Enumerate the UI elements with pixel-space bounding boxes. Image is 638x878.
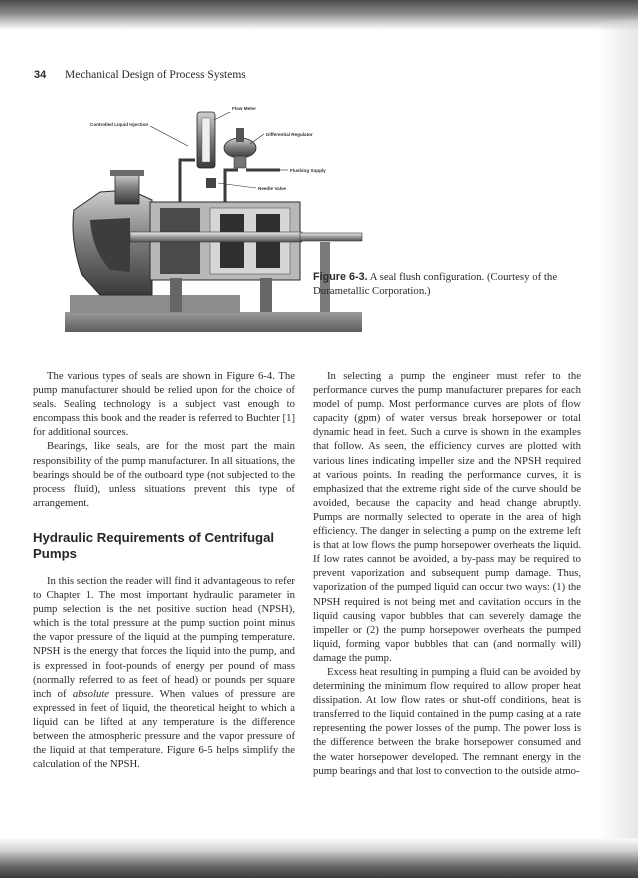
callout-differential-regulator: Differential Regulator <box>266 132 313 137</box>
paragraph-npsh <box>33 574 295 771</box>
section-heading: Hydraulic Requirements of Centrifugal Pumps <box>33 529 275 561</box>
needle-valve <box>206 178 216 188</box>
page-number: 34 <box>34 69 47 81</box>
pump-seal-flush-drawing <box>60 90 370 335</box>
callout-flushing-supply: Flushing Supply <box>290 168 326 173</box>
figure-caption <box>313 270 581 298</box>
pump-shaft <box>130 232 302 242</box>
callout-flow-meter: Flow Meter <box>232 106 256 111</box>
right-text-column <box>313 369 581 778</box>
figure-caption-text: A seal flush configuration. (Courtesy of the Durametallic Corporation.) <box>313 271 558 297</box>
scan-shadow-right <box>598 20 638 860</box>
suction-nozzle <box>115 174 139 204</box>
scan-shadow-top <box>0 0 638 30</box>
figure-caption-label: Figure 6-3. <box>313 271 368 283</box>
left-text-column <box>33 369 295 771</box>
callout-needle-valve: Needle Valve <box>258 186 287 191</box>
callout-controlled-liquid-injection: Controlled Liquid Injection <box>90 122 149 127</box>
flush-line <box>180 160 195 202</box>
emphasis-absolute: absolute <box>72 687 110 700</box>
figure-6-3-illustration <box>60 90 370 335</box>
running-title: Mechanical Design of Process Systems <box>65 69 246 81</box>
scan-shadow-bottom <box>0 838 638 878</box>
paragraph-npsh-part-1: In this section the reader will find it advantageous to refer to Chapter 1. The most important hydraulic parameter in pump selection is the net positive suction head (NPSH), which is the total pressure at the pump suction point minus the vapor pressure of the liquid at the pumping temperature. NPSH is the energy that forces the liquid into the pump, and is expressed in foot-pounds of energy per pound of mass (normally referred to as feet of head) or pounds per square inch of <box>33 574 295 700</box>
paragraph-seals: The various types of seals are shown in Figure 6-4. The pump manufacturer should be relied upon for the choice of seals. Sealing technology is a subject vast enough to encompass this book and the reader is referred to Buchter [1] for additional sources. <box>33 370 295 439</box>
base-plate <box>65 312 362 332</box>
paragraph-excess-heat: Excess heat resulting in pumping a fluid can be avoided by determining the minimum flow required to allow proper heat dissipation. At low flow rates or shut-off conditions, heat is transferred to the liquid contained in the pump casing at a rate representing the power losses of the pump. The power loss is the difference between the brake horsepower consumed and the water horsepower developed. The remnant energy in the pump bearings and that lost to convection to the outside atmo- <box>313 665 581 777</box>
paragraph-npsh-part-2: pressure. When values of pressure are expressed in feet of liquid, the theoretical height to which a liquid can be lifted at any temperature is the difference between the atmospheric pressure and the vapor pressure of the liquid at that temperature. Figure 6-5 helps simplify the calculation of the NPSH. <box>33 687 295 771</box>
paragraph-performance-curves: In selecting a pump the engineer must refer to the performance curves the pump manufacturer prepares for each model of pump. Most performance curves are plots of flow capacity (gpm) of water versus break horsepower or total dynamic head in feet. Such a curve is shown in the examples that follow. As seen, the efficiency curves are plotted with various lines indicating impeller size and the NPSH required at various points. In reading the performance curves, it is emphasized that the extreme right side of the curve should be avoided, because the capacity and head change abruptly. Pumps are normally selected to operate in the area of high efficiency. The danger in selecting a pump on the extreme left is that at low flows the pump horsepower overheats the liquid. If low rates cannot be avoided, a by-pass may be required to prevent vaporization and subsequent pump damage. Thus, vaporization of the pumped liquid can occur two ways: (1) the NPSH required is not being met and cavitation occurs in the liquid causing vapor bubbles that can severely damage the impeller or (2) the pump horsepower overheats the pumped liquid, forming vapor bubbles that can (and normally will) damage the pump. <box>313 370 581 664</box>
paragraph-bearings: Bearings, like seals, are for the most part the main responsibility of the pump manufacturer. In all situations, the bearings should be of the outboard type (not subjected to the process fluid), unless situations prevent this type of arrangement. <box>33 440 295 509</box>
